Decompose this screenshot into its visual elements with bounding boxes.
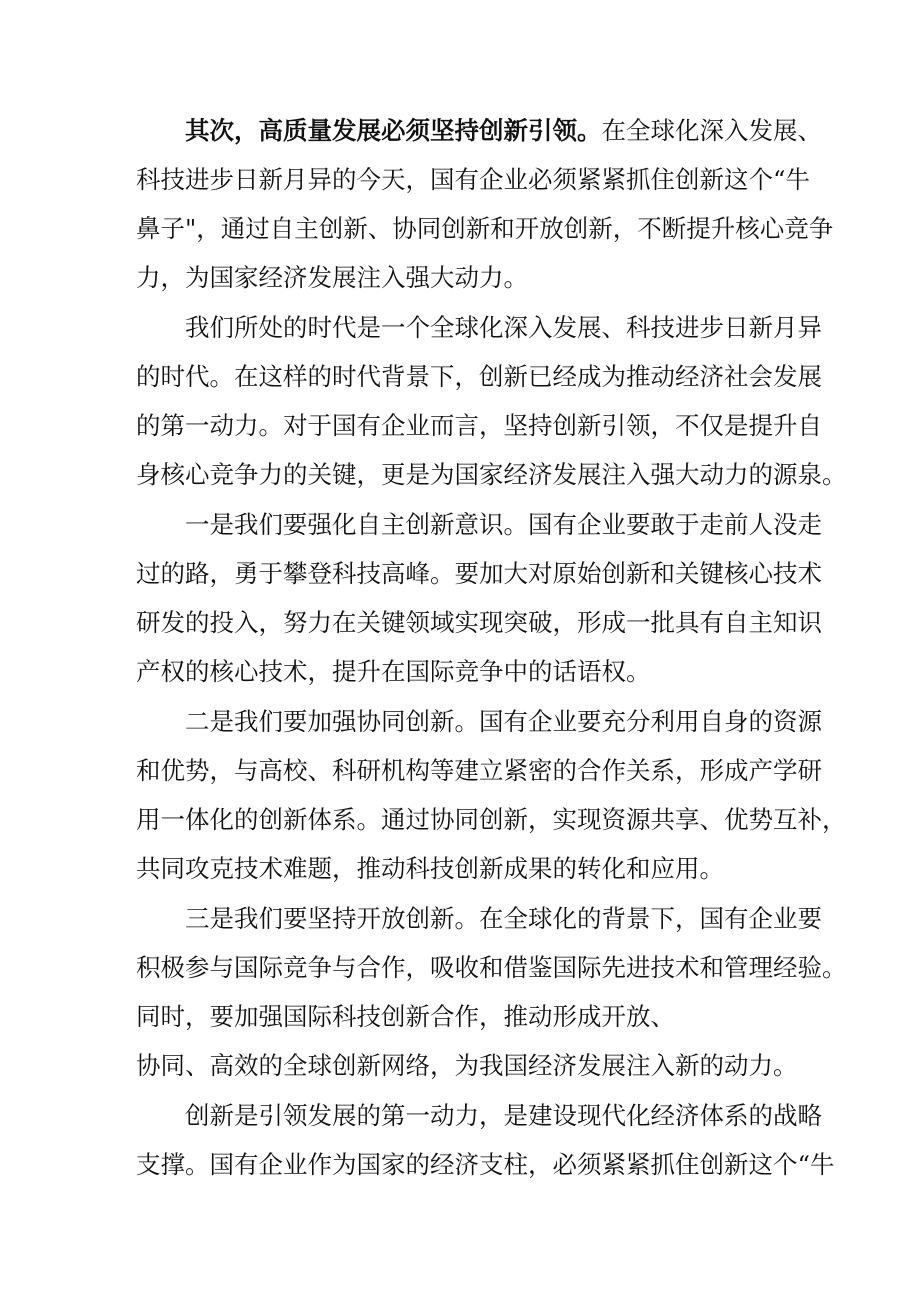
paragraph-3-line-4: 产权的核心技术，提升在国际竞争中的话语权。 xyxy=(136,657,651,686)
paragraph-4-line-3: 用一体化的创新体系。通过协同创新，实现资源共享、优势互补， xyxy=(136,805,847,834)
paragraph-1-line-4: 力，为国家经济发展注入强大动力。 xyxy=(136,263,528,292)
paragraph-5-line-1: 三是我们要坚持开放创新。在全球化的背景下，国有企业要 xyxy=(185,904,822,933)
paragraph-1-line-3: 鼻子"，通过自主创新、协同创新和开放创新，不断提升核心竞争 xyxy=(136,214,834,243)
paragraph-1-line-2: 科技进步日新月异的今天，国有企业必须紧紧抓住创新这个“牛 xyxy=(136,165,811,194)
paragraph-6-line-2: 支撑。国有企业作为国家的经济支柱，必须紧紧抓住创新这个“牛 xyxy=(136,1150,835,1179)
paragraph-1-lead: 其次，高质量发展必须坚持创新引领。 xyxy=(185,116,602,145)
paragraph-2-line-3: 的第一动力。对于国有企业而言，坚持创新引领，不仅是提升自 xyxy=(136,411,822,440)
paragraph-3-line-2: 过的路，勇于攀登科技高峰。要加大对原始创新和关键核心技术 xyxy=(136,559,822,588)
paragraph-2-line-2: 的时代。在这样的时代背景下，创新已经成为推动经济社会发展 xyxy=(136,362,822,391)
paragraph-5-line-3: 同时，要加强国际科技创新合作，推动形成开放、 xyxy=(136,1002,675,1031)
paragraph-2-line-1: 我们所处的时代是一个全球化深入发展、科技进步日新月异 xyxy=(185,313,822,342)
paragraph-5-line-4: 协同、高效的全球创新网络，为我国经济发展注入新的动力。 xyxy=(136,1051,798,1080)
paragraph-6-line-1: 创新是引领发展的第一动力，是建设现代化经济体系的战略 xyxy=(185,1101,822,1130)
paragraph-5-line-2: 积极参与国际竞争与合作，吸收和借鉴国际先进技术和管理经验。 xyxy=(136,953,847,982)
paragraph-2-line-4: 身核心竞争力的关键，更是为国家经济发展注入强大动力的源泉。 xyxy=(136,460,847,489)
paragraph-1-line-1 xyxy=(185,108,822,154)
paragraph-1-line-1-text: 在全球化深入发展、 xyxy=(601,116,822,145)
paragraph-3-line-1: 一是我们要强化自主创新意识。国有企业要敢于走前人没走 xyxy=(185,510,822,539)
paragraph-3-line-3: 研发的投入，努力在关键领域实现突破，形成一批具有自主知识 xyxy=(136,608,822,637)
paragraph-4-line-4: 共同攻克技术难题，推动科技创新成果的转化和应用。 xyxy=(136,854,724,883)
paragraph-4-line-1: 二是我们要加强协同创新。国有企业要充分利用自身的资源 xyxy=(185,707,822,736)
paragraph-4-line-2: 和优势，与高校、科研机构等建立紧密的合作关系，形成产学研 xyxy=(136,756,822,785)
